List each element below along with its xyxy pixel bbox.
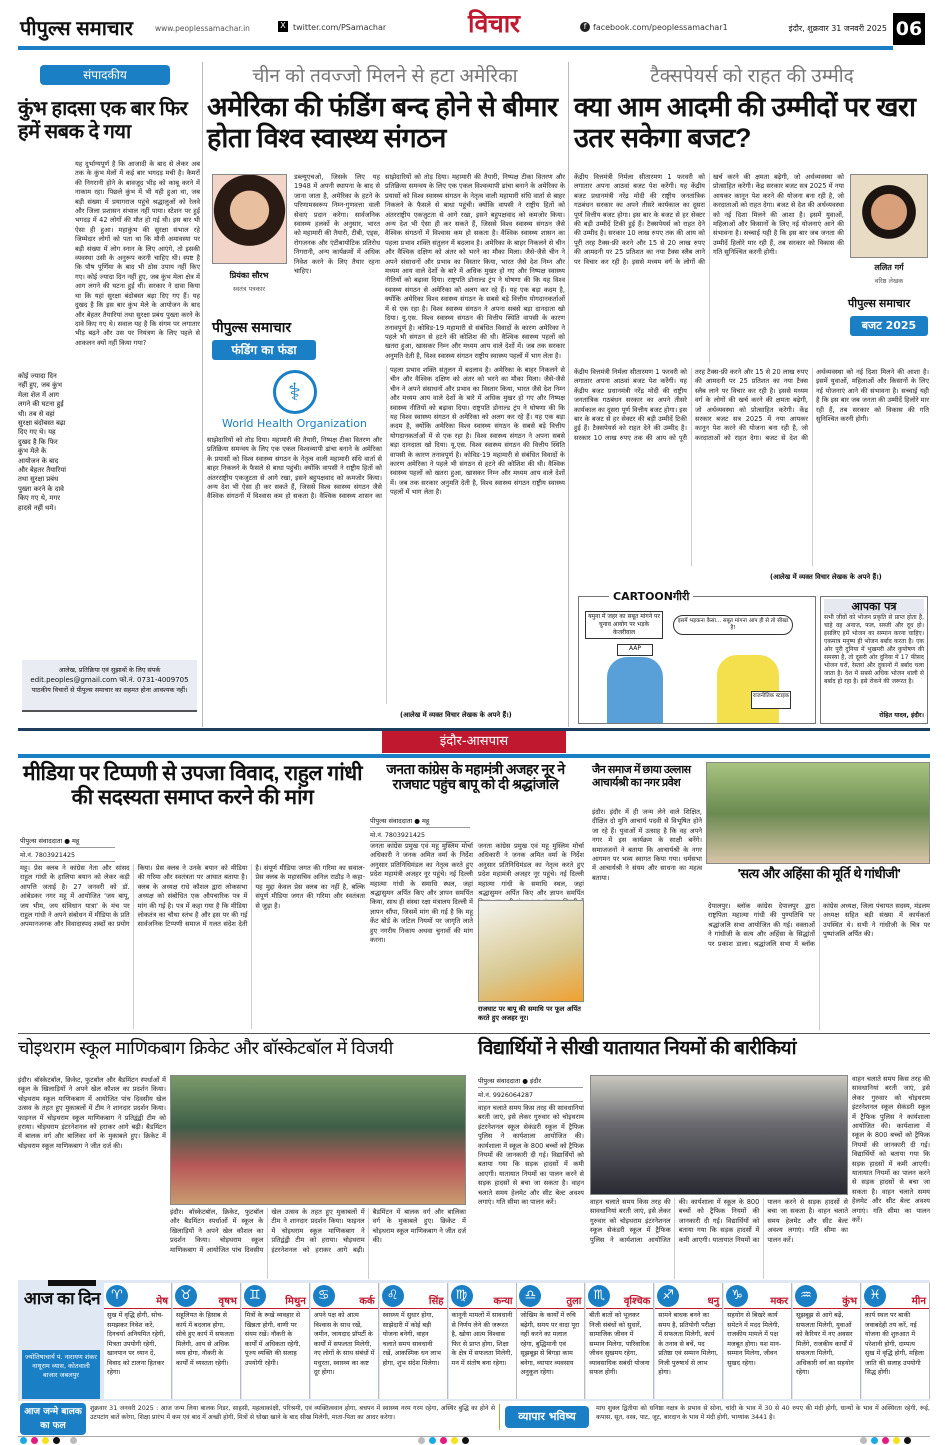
- cartoon-figure-left: [607, 657, 663, 723]
- twitter-link[interactable]: twitter.com/PSamachar: [293, 23, 387, 32]
- divider: [568, 62, 569, 727]
- zodiac-name: वृषभ: [173, 1283, 240, 1309]
- badge-logo: पीपुल्स समाचार: [848, 298, 911, 310]
- facebook-icon: f: [580, 22, 590, 32]
- registration-dot: [418, 1437, 425, 1444]
- who-kicker: चीन को तवज्जो मिलने से हटा अमेरिका: [252, 66, 518, 87]
- zodiac-text: सुख में वृद्धि होगी, सोच-समझकर निवेश करें, दिनचर्या अनियमित रहेगी, मित्रता उपयोगी रहेगी, खानपान पर ध्यान दें, विवाद को टालना हितकर रहेगा।: [107, 1311, 166, 1376]
- zodiac-text: अपने पक्ष को आत्म विश्वास के साथ रखें, जमीन, जायदाद प्रॉपर्टी के कार्यों में सफलता मिलेगी, नए लोगों के साथ संबंधों में मधुरता, स्वास्थ्य का कष्ट दूर होगा।: [313, 1311, 375, 1376]
- gandhi-body: देपालपुर। ब्लॉक कांग्रेस देपालपुर द्वारा राष्ट्रपिता महात्मा गांधी की पुण्यतिथि पर श्रद्धांजलि सभा आयोजित की गई। वक्ताओं ने गांधीजी के सत्य और अहिंसा के सिद्धांतों पर प्रकाश डाला। श्रद्धांजलि सभा में ब्लॉक कांग्रेस अध्यक्ष, जिला पंचायत सदस्य, मंडलम अध्यक्ष सहित बड़ी संख्या में कार्यकर्ता उपस्थित थे। सभी ने गांधीजी के चित्र पर पुष्पांजलि अर्पित की।: [708, 902, 930, 948]
- sports-photo: [170, 1075, 466, 1205]
- divider: [18, 1436, 930, 1437]
- zodiac-2: [173, 1283, 241, 1399]
- zodiac-9: [655, 1283, 723, 1399]
- registration-dot: [871, 1437, 878, 1444]
- rahul-body: महू। प्रेस क्लब ने कांग्रेस नेता और सांसद राहुल गांधी के हालिया बयान को लेकर कड़ी आपत्ति जताई है। 27 जनवरी को डॉ. आंबेडकर नगर महू में आयोजित 'जय बापू, जय भीम, जय संविधान यात्रा' के मंच पर राहुल गांधी ने अपने संबोधन में मीडिया के प्रति अपमानजनक और विवादास्पद शब्दों का प्रयोग किया। प्रेस क्लब ने उनके बयान को मीडिया की गरिमा और स्वतंत्रता पर आघात बताया है। क्लब के अध्यक्ष राधे कौशल द्वारा लोकसभा अध्यक्ष को संबोधित एक औपचारिक पत्र में मांग की गई है। पत्र में कहा गया है कि मीडिया लोकतंत्र का चौथा स्तंभ है और इस पर की गई सार्वजनिक टिप्पणी समाज में गलत संदेश देती है। संपूर्ण मीडिया जगत की गरिमा का सवाल-प्रेस क्लब के महासचिव अनिल राठौड़ ने कहा- यह मुद्दा केवल प्रेस क्लब का नहीं है, बल्कि संपूर्ण मीडिया जगत की गरिमा और स्वतंत्रता से जुड़ा है।: [20, 864, 365, 929]
- zodiac-text: जोखिम के कार्यों में रुचि बढ़ेगी, समय पर वादा पूरा नहीं करने का मलाल रहेगा, बुद्धिमानी एवं सूझबूझ से बिगड़ा काम बनेगा, व्यापार व्यवसाय अनुकूल रहेगा।: [520, 1311, 580, 1376]
- speech-bubble: इसमें भड़कना कैसा... सबूत मांगना आप ही से तो सीखा है!: [673, 615, 793, 635]
- local-section-tab: इंदौर-आसपास: [382, 731, 566, 753]
- zodiac-6: [449, 1283, 517, 1399]
- cartoon-figure-right: [717, 655, 779, 723]
- zodiac-icon: ♒: [795, 1285, 817, 1307]
- zodiac-text: सूझबूझ से आगे बढ़ें, सफलता मिलेगी, युवाओं को कैरियर में नए अवसर मिलेंगे, राजकीय कार्यों में सफलता मिलेगी, अधिकारी वर्ग का सहयोग रहेगा।: [796, 1311, 854, 1376]
- sports-body-cont: इंदौर। बॉस्केटबॉल, क्रिकेट, फुटबॉल और बैडमिंटन स्पर्धाओं में स्कूल के खिलाड़ियों ने अपने खेल कौशल का प्रदर्शन किया। चोइथराम स्कूल माणिकबाग में आयोजित पांच दिवसीय खेल उत्सव के तहत हुए मुकाबलों में टीम ने शानदार प्रदर्शन किया। फाइनल में चोइथराम स्कूल माणिकबाग ने प्रतिद्वंद्वी टीम को हराया। चोइथराम इंटरनेशनल को हराकर आगे बढ़ी। बैडमिंटन में बालक वर्ग और बालिका वर्ग के मुकाबले हुए। क्रिकेट में चोइथराम स्कूल माणिकबाग ने जीत दर्ज की।: [170, 1208, 466, 1254]
- registration-dot: [462, 1437, 469, 1444]
- page-number: 06: [893, 13, 925, 45]
- traffic-photo: [590, 1075, 848, 1195]
- registration-dot: [860, 1437, 867, 1444]
- traffic-body-cont: वाहन चलाते समय किस तरह की सावधानियां बरती जाएं, इसे लेकर गुरुवार को चोइथराम इंटरनेशनल स्कूल सेकंडरी स्कूल में ट्रैफिक पुलिस ने कार्यशाला आयोजित की। कार्यशाला में स्कूल के 800 बच्चों को ट्रैफिक नियमों की जानकारी दी गई। विद्यार्थियों को बताया गया कि सड़क हादसों में कमी आएगी। यातायात नियमों का पालन करने से सड़क हादसों से बचा जा सकता है। वाहन चलाते समय हेलमेट और सीट बेल्ट अवश्य लगाएं। गति सीमा का पालन करें।: [590, 1198, 848, 1244]
- section-title: विचार: [468, 10, 520, 38]
- editorial-pullquote: कोई ज्यादा दिन नहीं हुए, जब कुंभ मेला शेल में आग लगने की घटना हुई थी। तब से वहां सुरक्षा बंदोबस्त बढ़ा दिए गए थे। यह दुखद है कि फिर कुंभ मेले के आयोजन के बाद और बेहतर तैयारियां तथा सुरक्षा प्रबंध पुख्ता करने के दावे किए गए थे, मगर हादसे नहीं थमे।: [18, 372, 67, 512]
- registration-dot: [904, 1437, 911, 1444]
- who-headline: अमेरिका की फंडिंग बन्द होने से बीमार होता विश्व स्वास्थ्य संगठन: [207, 92, 558, 154]
- registration-dot: [429, 1437, 436, 1444]
- zodiac-name: सिंह: [380, 1283, 447, 1309]
- badge-logo: पीपुल्स समाचार: [212, 319, 292, 335]
- astrologer-credit: ज्योतिषाचार्य पं. नारायण शंकर नाथूराम व्यास, कोतवाली बाजार जबलपुर: [22, 1350, 100, 1399]
- registration-dot: [451, 1437, 458, 1444]
- author-name: प्रियंका सौरभ: [229, 271, 269, 280]
- zodiac-text: सहूलियत के हिसाब से कार्य में बदलाव होगा, सोचे हुए कार्य में सफलता मिलेगी, आय से अधिक व्यय होगा, नौकरी के कार्यों में व्यस्तता रहेगी।: [175, 1311, 234, 1367]
- horoscope-title: आज का दिन: [23, 1289, 101, 1308]
- editorial-headline: कुंभ हादसा एक बार फिर हमें सबक दे गया: [18, 98, 188, 143]
- divider: [499, 1404, 500, 1430]
- author-name: ललित गर्ग: [874, 263, 904, 272]
- zodiac-icon: ♐: [657, 1285, 679, 1307]
- letters-title: आपका पत्र: [824, 599, 924, 614]
- jain-headline: जैन समाज में छाया उल्लास आचार्यश्री का नगर प्रवेश: [592, 764, 691, 789]
- jain-body: इंदौर। इंदौर में ही जन्म लेने वाले शिक्षित, दीक्षित दो मुनि आचार्य पदवी से विभूषित होने जा रहे हैं। युवाओं में उत्साह है कि वह अपने नगर में इस कार्यक्रम के साक्षी बनेंगे। समाजजनों ने बताया कि आचार्यश्री के नगर आगमन पर भव्य स्वागत किया गया। धर्मसभा में आचार्यश्री ने संयम और साधना का महत्व बताया।: [592, 808, 702, 882]
- cartoon-sign: राजनीतिक स्टाइक: [751, 691, 791, 709]
- zodiac-icon: ♎: [519, 1285, 541, 1307]
- zodiac-text: कार्य स्थल पर बाकी जवाबदेही तय करें, नई योजना की शुरुआत में परेशानी होगी, दाम्पत्य सुख में वृद्धि होगी, महिला जाति की सलाह उपयोगी सिद्ध होगी।: [864, 1311, 924, 1376]
- registration-dot: [893, 1437, 900, 1444]
- zodiac-10: [724, 1283, 792, 1399]
- letters-signature: रोहित यादव, इंदौर।: [879, 712, 924, 719]
- budget-kicker: टैक्सपेयर्स को राहत की उम्मीद: [650, 66, 854, 87]
- zodiac-text: कानूनी मामलों में सावधानी से निर्णय लेने की जरूरत है, खोया आत्म विश्वास फिर से प्राप्त होगा, शिक्षा के क्षेत्र में सफलता मिलेगी, मन में संतोष बना रहेगा।: [451, 1311, 513, 1367]
- who-emblem-icon: ⚕: [273, 370, 317, 414]
- business-label: व्यापार भविष्य: [505, 1406, 589, 1428]
- byline: पीपुल्स संवाददाता ● इंदौर: [478, 1074, 583, 1088]
- column-badge: बजट 2025: [850, 316, 928, 336]
- letters-body: सभी जीवों को भोजन प्रकृति से प्राप्त होता है, चाहे वह अनाज, फल, सब्जी और दूध हो। इसलिए हमें भोजन का सम्मान करना चाहिए। एकमात्र मनुष्य ही भोजन बर्बाद करता है। एक ओर पूरी दुनिया में भुखमरी और कुपोषण की समस्या है, तो दूसरी ओर दुनिया में 17 फीसद भोजन घरों, रेस्तरां और दुकानों में बर्बाद चला जाता है। देश में सबसे अधिक भोजन थाली से बर्बाद हो रहा है। इसे रोकने की जरूरत है।: [824, 614, 924, 685]
- zodiac-text: स्वास्थ्य में सुधार होगा, साझेदारी में कोई बड़ी योजना बनेगी, वाहन चलाते समय सावधानी रखें, आकस्मिक धन लाभ होगा, शुभ संदेश मिलेगा।: [382, 1311, 441, 1367]
- traffic-body-side: वाहन चलाते समय किस तरह की सावधानियां बरती जाएं, इसे लेकर गुरुवार को चोइथराम इंटरनेशनल स्कूल सेकंडरी स्कूल में ट्रैफिक पुलिस ने कार्यशाला आयोजित की। कार्यशाला में स्कूल के 800 बच्चों को ट्रैफिक नियमों की जानकारी दी गई। विद्यार्थियों को बताया गया कि सड़क हादसों में कमी आएगी। यातायात नियमों का पालन करने से सड़क हादसों से बचा जा सकता है। वाहन चलाते समय हेलमेट और सीट बेल्ट अवश्य लगाएं। गति सीमा का पालन करें।: [852, 1075, 930, 1225]
- zodiac-8: [586, 1283, 654, 1399]
- contact-email[interactable]: edit.peoples@gmail.com फो.नं. 0731-4009705: [30, 676, 189, 684]
- budget-headline: क्या आम आदमी की उम्मीदों पर खरा उतर सकेगा बजट?: [574, 92, 916, 154]
- zodiac-icon: ♌: [382, 1285, 404, 1307]
- zodiac-icon: ♋: [313, 1285, 335, 1307]
- who-body-wrap: [207, 366, 565, 704]
- zodiac-icon: ♈: [106, 1285, 128, 1307]
- who-body-top: साझेदारियों को तोड़ दिया। महामारी की तैयारी, निष्पक्ष टीका वितरण और प्रतिक्रिया समन्वय के लिए एक एकल विश्वव्यापी ढांचा बनाने के अमेरिका के प्रयासों को विश्व स्वास्थ्य संगठन के नेतृत्व वाली महामारी संधि वार्ता से बाहर निकलने के फैसले से बाधा पहुंची। क्योंकि वापसी ने राष्ट्रीय हितों को अंतरराष्ट्रीय एकजुटता से आगे रखा, इसने बहुपक्षवाद को कमजोर किया। अन्य देश भी ऐसा ही कर सकते हैं, जिससे विश्व स्वास्थ्य संगठन जैसे वैश्विक संगठनों में विश्वास कम हो सकता है। वैश्विक स्वास्थ्य शासन का पहला प्रभाव शक्ति संतुलन में बदलाव है। अमेरिका के बाहर निकलने से चीन और वैश्विक दक्षिण को अंतर को भरने का मौका मिला। जैसे-जैसे चीन ने अपने संसाधनों और प्रभाव का विस्तार किया, भारत जैसे देश निम्न और मध्यम आय वाले देशों के बारे में अधिक मुखर हो गए और निष्पक्ष स्वास्थ्य नीतियों को बढ़ावा दिया। राष्ट्रपति डोनाल्ड ट्रंप ने घोषणा की कि यह विश्व स्वास्थ्य संगठन से अमेरिका को अलग कर रहे हैं। यह एक बड़ा कदम है, क्योंकि अमेरिका विश्व स्वास्थ्य संगठन के सबसे बड़े वित्तीय योगदानकर्ताओं में से एक रहा है। विश्व स्वास्थ्य संगठन ने अपना सबसे बड़ा दानदाता खो दिया। यू.एस. विश्व स्वास्थ्य संगठन की वित्तीय स्थिति वापसी के कारण तनावपूर्ण है। कोविड-19 महामारी से संबंधित विवादों के कारण अमेरिका ने पहले भी संगठन से हटने की कोशिश की थी। वैश्विक स्वास्थ्य पहलों को खतरा हुआ, खासकर निम्न और मध्यम आय वाले देशों में। जब तक सरकार अनुमति देती है, विश्व स्वास्थ्य संगठन राष्ट्रीय स्वास्थ्य पहलों में भाग लेता है।: [385, 173, 565, 360]
- azhar-photo: [478, 900, 584, 1002]
- facebook-link[interactable]: facebook.com/peoplessamachar1: [593, 23, 728, 32]
- zodiac-icon: ♓: [864, 1285, 886, 1307]
- zodiac-3: [242, 1283, 310, 1399]
- zodiac-text: बीती बातों को भूलकर निजी संबंधों को सुधारें, सामाजिक जीवन में सम्मान मिलेगा, पारिवारिक जीवन सुखमय रहेगा, व्यावसायिक सबंधी योजना सफल होगी।: [589, 1311, 650, 1376]
- byline: पीपुल्स संवाददाता ● महू: [370, 814, 470, 828]
- who-logo-text: World Health Organization: [222, 417, 367, 430]
- divider: [202, 62, 203, 727]
- letters-box: [820, 596, 928, 724]
- zodiac-name: धनु: [655, 1283, 722, 1309]
- zodiac-name: कन्या: [449, 1283, 516, 1309]
- traffic-body: वाहन चलाते समय किस तरह की सावधानियां बरती जाएं, इसे लेकर गुरुवार को चोइथराम इंटरनेशनल स्कूल सेकंडरी स्कूल में ट्रैफिक पुलिस ने कार्यशाला आयोजित की। कार्यशाला में स्कूल के 800 बच्चों को ट्रैफिक नियमों की जानकारी दी गई। विद्यार्थियों को बताया गया कि सड़क हादसों में कमी आएगी। यातायात नियमों का पालन करने से सड़क हादसों से बचा जा सकता है। वाहन चलाते समय हेलमेट और सीट बेल्ट अवश्य लगाएं। गति सीमा का पालन करें।: [478, 1104, 584, 1207]
- registration-dot: [440, 1437, 447, 1444]
- azhar-caption: राजघाट पर बापू की समाधि पर फूल अर्पित करते हुए अजहर नूर।: [478, 1005, 581, 1022]
- sports-body: इंदौर। बॉस्केटबॉल, क्रिकेट, फुटबॉल और बैडमिंटन स्पर्धाओं में स्कूल के खिलाड़ियों ने अपने खेल कौशल का प्रदर्शन किया। चोइथराम स्कूल माणिकबाग में आयोजित पांच दिवसीय खेल उत्सव के तहत हुए मुकाबलों में टीम ने शानदार प्रदर्शन किया। फाइनल में चोइथराम स्कूल माणिकबाग ने प्रतिद्वंद्वी टीम को हराया। चोइथराम इंटरनेशनल को हराकर आगे बढ़ी। बैडमिंटन में बालक वर्ग और बालिका वर्ग के मुकाबले हुए। क्रिकेट में चोइथराम स्कूल माणिकबाग ने जीत दर्ज की।: [18, 1076, 166, 1150]
- contact-box: [22, 660, 197, 712]
- horoscope-tab: [48, 1280, 96, 1286]
- registration-dot: [70, 1437, 77, 1444]
- zodiac-icon: ♉: [175, 1285, 197, 1307]
- sports-headline: चोइथराम स्कूल माणिकबाग क्रिकेट और बॉस्केटबॉल में विजयी: [18, 1038, 393, 1058]
- azhar-body-cont: जनता कांग्रेस प्रमुख एवं महू मुस्लिम मोर्चा अधिकारी ने जनक अमित वर्मा के निर्देश अनुसार प्रतिनिधिमंडल का नेतृत्व करते हुए प्रदेश महामंत्री अजहर नूर पहुंचे। नई दिल्ली महात्मा गांधी के समाधि स्थल, जहां श्रद्धासुमन अर्पित किए और ज्ञापन समर्पित: [478, 842, 584, 898]
- author-photo: [212, 174, 287, 264]
- zodiac-name: मिथुन: [242, 1283, 309, 1309]
- zodiac-11: [793, 1283, 861, 1399]
- column-badge: फंडिंग का फंडा: [212, 340, 316, 360]
- cartoon-title: CARTOONगीरी: [609, 589, 693, 604]
- phone: मो.नं. 7803921425: [20, 848, 115, 862]
- zodiac-7: [517, 1283, 585, 1399]
- zodiac-name: मकर: [724, 1283, 791, 1309]
- zodiac-name: कुंभ: [793, 1283, 860, 1309]
- editorial-tab: संपादकीय: [40, 65, 170, 85]
- budget-body: केंद्रीय वित्तमंत्री निर्मला सीतारमण 1 फरवरी को लगातार अपना आठवां बजट पेश करेंगी। यह केंद्रीय बजट प्रधानमंत्री नरेंद्र मोदी की राष्ट्रीय जनतांत्रिक गठबंधन सरकार का अपने तीसरे कार्यकाल का दूसरा पूर्ण वित्तीय बजट होगा। इस बार के बजट से हर सेक्टर की बड़ी उम्मीदें टिकी हुई हैं। टैक्सपेयर्स को राहत देने की उम्मीद है। सरकार 10 लाख रुपए तक की आय को पूरी तरह टैक्स-फ्री करने और 15 से 20 लाख रुपए की आमदनी पर 25 प्रतिशत का नया टैक्स स्लैब लाने पर विचार कर रही है। इससे मध्यम वर्ग के लोगों की खर्च करने की क्षमता बढ़ेगी, जो अर्थव्यवस्था को प्रोत्साहित करेगी। केंद्र सरकार बजट सत्र 2025 में नया आयकर कानून पेश करने की योजना बना रही है, जो करदाताओं को राहत देगा। बजट से देश की अर्थव्यवस्था को नई दिशा मिलने की आशा है। इसमें युवाओं, महिलाओं और किसानों के लिए नई योजनाएं आने की संभावना है। सच्चाई यही है कि इस बार जब जनता की उम्मीदें हिलोरे मार रही हैं, तब सरकार को विकास की गति सुनिश्चित करनी होगी।: [574, 368, 929, 442]
- gandhi-headline: 'सत्य और अहिंसा की मूर्ति थे गांधीजी': [737, 866, 901, 881]
- author-role: वरिष्ठ लेखक: [874, 277, 904, 285]
- byline: पीपुल्स संवाददाता ● महू: [20, 834, 115, 848]
- registration-dot: [31, 1437, 38, 1444]
- who-logo: [207, 366, 382, 436]
- zodiac-name: मीन: [862, 1283, 929, 1309]
- zodiac-icon: ♊: [244, 1285, 266, 1307]
- gandhi-event-photo: [706, 762, 930, 864]
- budget-body-top: केंद्रीय वित्तमंत्री निर्मला सीतारमण 1 फरवरी को लगातार अपना आठवां बजट पेश करेंगी। यह केंद्रीय बजट प्रधानमंत्री नरेंद्र मोदी की राष्ट्रीय जनतांत्रिक गठबंधन सरकार का अपने तीसरे कार्यकाल का दूसरा पूर्ण वित्तीय बजट होगा। इस बार के बजट से हर सेक्टर की बड़ी उम्मीदें टिकी हुई हैं। टैक्सपेयर्स को राहत देने की उम्मीद है। सरकार 10 लाख रुपए तक की आय को पूरी तरह टैक्स-फ्री करने और 15 से 20 लाख रुपए की आमदनी पर 25 प्रतिशत का नया टैक्स स्लैब लाने पर विचार कर रही है। इससे मध्यम वर्ग के लोगों की खर्च करने की क्षमता बढ़ेगी, जो अर्थव्यवस्था को प्रोत्साहित करेगी। केंद्र सरकार बजट सत्र 2025 में नया आयकर कानून पेश करने की योजना बना रही है, जो करदाताओं को राहत देगा। बजट से देश की अर्थव्यवस्था को नई दिशा मिलने की आशा है। इसमें युवाओं, महिलाओं और किसानों के लिए नई योजनाएं आने की संभावना है। सच्चाई यही है कि इस बार जब जनता की उम्मीदें हिलोरे मार रही हैं, तब सरकार को विकास की गति सुनिश्चित करनी होगी।: [574, 173, 844, 266]
- author-role: स्वतंत्र पत्रकार: [232, 285, 266, 293]
- cartoon-caption: यमुना में जहर का सबूत मांगने पर चुनाव आयोग पर भड़के केजरीवाल: [585, 611, 663, 639]
- zodiac-text: मित्रों के रूखे व्यवहार से खिन्नता होगी, वाणी पर संयम रखें। नौकरी के कार्यों में अधिकता रहेगी, पूज्य व्यक्ति की सलाह उपयोगी रहेगी।: [244, 1311, 301, 1367]
- zodiac-name: मेष: [104, 1283, 171, 1309]
- registration-dot: [53, 1437, 60, 1444]
- cartoon-cap: AAP: [617, 644, 653, 656]
- azhar-headline: जनता कांग्रेस के महामंत्री अजहर नूर ने राजघाट पहुंच बापू को दी श्रद्धांजलि: [386, 761, 565, 793]
- zodiac-text: सामने बाधक बनने का समय है, प्रतियोगी परीक्षा में सफलता मिलेगी, कार्य के तनाव से बचें, पद प्रतिष्ठा एवं सम्मान मिलेगा, निजी पुरुषार्थ से लाभ होगा।: [658, 1311, 719, 1376]
- editorial-body: यह दुर्भाग्यपूर्ण है कि आजादी के बाद से लेकर अब तक के कुंभ मेलों में कई बार भगदड़ मची है। कैमरों की निगरानी होने के बावजूद भीड़ को काबू करने में नाकाम रहा। पिछले कुंभ में भी यही हुआ था, जब बड़ी संख्या में प्रयागराज पहुंचे श्रद्धालुओं को रेलवे और जिला प्रशासन संभाल नहीं पाया। स्टेशन पर हुई भगदड़ में 42 लोगों की मौत हो गई थी। इस बार भी ऐसा ही हुआ। महाकुंभ की सुरक्षा संभाल रहे जिम्मेदार लोगों को पता था कि मौनी अमावस्या पर बड़ी संख्या में लोग स्नान के लिए आएंगे, तो इसकी व्यवस्था उसी के अनुरूप करनी चाहिए थी। स्पष्ट है कि पौष पूर्णिमा के बाद भी ठोस उपाय नहीं किए गए। कोई ज्यादा दिन नहीं हुए, जब कुंभ मेला क्षेत्र में आग लगने की घटना हुई थी। सरकार ने दावा किया था कि यहां सुरक्षा बंदोबस्त बढ़ा दिए गए हैं। यह दुखद है कि इस बार कुंभ मेले के आयोजन के बाद और बेहतर तैयारियां तथा सुरक्षा प्रबंध पुख्ता करने के दावे किए गए थे। सवाल यह है कि संगम पर लगातार भीड़ बढ़ने और उस पर नियंत्रण के लिए पहले से आकलन क्यों नहीं किया गया?: [75, 160, 200, 347]
- masthead-logo: पीपुल्स समाचार: [20, 18, 133, 40]
- disclaimer: पाठकीय विचारों से पीपुल्स समाचार का सहमत होना आवश्यक नहीं।: [31, 686, 188, 694]
- website-link[interactable]: www.peoplessamachar.in: [155, 24, 250, 33]
- registration-dot: [42, 1437, 49, 1444]
- registration-dot: [20, 1437, 27, 1444]
- author-photo: [850, 174, 928, 258]
- zodiac-name: वृश्चिक: [586, 1283, 653, 1309]
- zodiac-name: कर्क: [311, 1283, 378, 1309]
- zodiac-12: [862, 1283, 930, 1399]
- cartoon-box: [578, 590, 816, 724]
- business-text: माघ शुक्ल द्वितीया को धनिष्ठा नक्षत्र के प्रभाव से सोना, चांदी के भाव में 30 से 40 रुपए की मंदी होगी, धान्यों के भाव में अस्थिरता रहेगी, रूई, कपास, सूत, वस्त्र, पाट, जूट, बारदान के भाव में मंदी होगी, भाग्यांक 3441 है।: [596, 1405, 930, 1422]
- zodiac-icon: ♑: [726, 1285, 748, 1307]
- dateline: इंदौर, शुक्रवार 31 जनवरी 2025: [788, 24, 887, 33]
- zodiac-4: [311, 1283, 379, 1399]
- zodiac-icon: ♍: [451, 1285, 473, 1307]
- traffic-headline: विद्यार्थियों ने सीखी यातायात नियमों की बारीकियां: [478, 1038, 796, 1059]
- who-footer: (आलेख में व्यक्त विचार लेखक के अपने हैं।): [400, 711, 512, 719]
- phone: मो.नं. 7803921425: [370, 828, 470, 842]
- who-body: साझेदारियों को तोड़ दिया। महामारी की तैयारी, निष्पक्ष टीका वितरण और प्रतिक्रिया समन्वय के लिए एक एकल विश्वव्यापी ढांचा बनाने के अमेरिका के प्रयासों को विश्व स्वास्थ्य संगठन के नेतृत्व वाली महामारी संधि वार्ता से बाहर निकलने के फैसले से बाधा पहुंची। क्योंकि वापसी ने राष्ट्रीय हितों को अंतरराष्ट्रीय एकजुटता से आगे रखा, इसने बहुपक्षवाद को कमजोर किया। अन्य देश भी ऐसा ही कर सकते हैं, जिससे विश्व स्वास्थ्य संगठन जैसे वैश्विक संगठनों में विश्वास कम हो सकता है। वैश्विक स्वास्थ्य शासन का पहला प्रभाव शक्ति संतुलन में बदलाव है। अमेरिका के बाहर निकलने से चीन और वैश्विक दक्षिण को अंतर को भरने का मौका मिला। जैसे-जैसे चीन ने अपने संसाधनों और प्रभाव का विस्तार किया, भारत जैसे देश निम्न और मध्यम आय वाले देशों के बारे में अधिक मुखर हो गए और निष्पक्ष स्वास्थ्य नीतियों को बढ़ावा दिया। राष्ट्रपति डोनाल्ड ट्रंप ने घोषणा की कि यह विश्व स्वास्थ्य संगठन से अमेरिका को अलग कर रहे हैं। यह एक बड़ा कदम है, क्योंकि अमेरिका विश्व स्वास्थ्य संगठन के सबसे बड़े वित्तीय योगदानकर्ताओं में से एक रहा है। विश्व स्वास्थ्य संगठन ने अपना सबसे बड़ा दानदाता खो दिया। यू.एस. विश्व स्वास्थ्य संगठन की वित्तीय स्थिति वापसी के कारण तनावपूर्ण है। कोविड-19 महामारी से संबंधित विवादों के कारण अमेरिका ने पहले भी संगठन से हटने की कोशिश की थी। वैश्विक स्वास्थ्य पहलों को खतरा हुआ, खासकर निम्न और मध्यम आय वाले देशों में। जब तक सरकार अनुमति देती है, विश्व स्वास्थ्य संगठन राष्ट्रीय स्वास्थ्य पहलों में भाग लेता है।: [207, 366, 565, 501]
- phone: मो.नं. 9926064287: [478, 1088, 583, 1102]
- zodiac-name: तुला: [517, 1283, 584, 1309]
- x-twitter-icon: X: [278, 21, 288, 32]
- who-intro: डब्ल्यूएचओ, जिसके लिए यह 1948 में अपनी स्थापना के बाद से जाना जाता है, अमेरिका के हटने के परिणामस्वरूप निम्न-गुणवत्ता वाली सेवाएं प्रदान करेगा। सार्वजनिक स्वास्थ्य हलकों के अनुसार, भारत को महामारी की तैयारी, टीबी, एड्स, रोगजनक और एंटीबायोटिक प्रतिरोध निगरानी, अन्य कार्यक्रमों में अधिक निवेश करने के लिए तैयार रहना चाहिए।: [294, 173, 380, 276]
- birth-label: आज जन्मे बालक का फल: [20, 1403, 86, 1435]
- budget-footer: (आलेख में व्यक्त विचार लेखक के अपने हैं।): [770, 573, 882, 581]
- zodiac-1: [104, 1283, 172, 1399]
- section-rule: [18, 754, 930, 758]
- azhar-body: जनता कांग्रेस प्रमुख एवं महू मुस्लिम मोर्चा अधिकारी ने जनक अमित वर्मा के निर्देश अनुसार प्रतिनिधिमंडल का नेतृत्व करते हुए प्रदेश महामंत्री अजहर नूर पहुंचे। नई दिल्ली महात्मा गांधी के समाधि स्थल, जहां श्रद्धासुमन अर्पित किए और ज्ञापन समर्पित किया, साथ ही संस्था रक्षा मंत्रालय दिल्ली में ज्ञापन सौंपा, जिसमें मांग की गई है कि महू केंट बोर्ड के जटिल नियमों पर जागृति लाते हुए नगरीय निकाय अथवा चुनावों की मांग करना।: [370, 842, 473, 945]
- contact-line: आलेख, प्रतिक्रिया एवं सुझावों के लिए संपर्क: [58, 666, 161, 674]
- zodiac-5: [380, 1283, 448, 1399]
- registration-dot: [882, 1437, 889, 1444]
- header-rule: [18, 46, 893, 50]
- zodiac-icon: ♏: [588, 1285, 610, 1307]
- zodiac-text: सहयोग से बिखरे कार्य समेटने में मदद मिलेगी, राजकीय मामले में पक्ष मजबूत होगा। यश मान-सम्मान मिलेगा, जीवन सुखद रहेगा।: [727, 1311, 782, 1367]
- birth-text: शुक्रवार 31 जनवरी 2025 : आज जन्म लिया बालक निडर, साहसी, महत्वाकांक्षी, परिश्रमी, एवं व्यक्तित्ववान होगा, बचपन में स्वास्थ्य नरम गरम रहेगा, अस्थिर बुद्धि का होने से उटपटांग बातें करेगा, शिक्षा प्रारंभ में कम एवं बाद में अच्छी होगी, मित्रों से धोखा खाने के बाद सीख मिलेगी, माता-पिता का आदर करेगा।: [90, 1405, 495, 1422]
- rahul-headline: मीडिया पर टिप्पणी से उपजा विवाद, राहुल गांधी की सदस्यता समाप्त करने की मांग: [22, 762, 363, 810]
- divider: [18, 1033, 930, 1034]
